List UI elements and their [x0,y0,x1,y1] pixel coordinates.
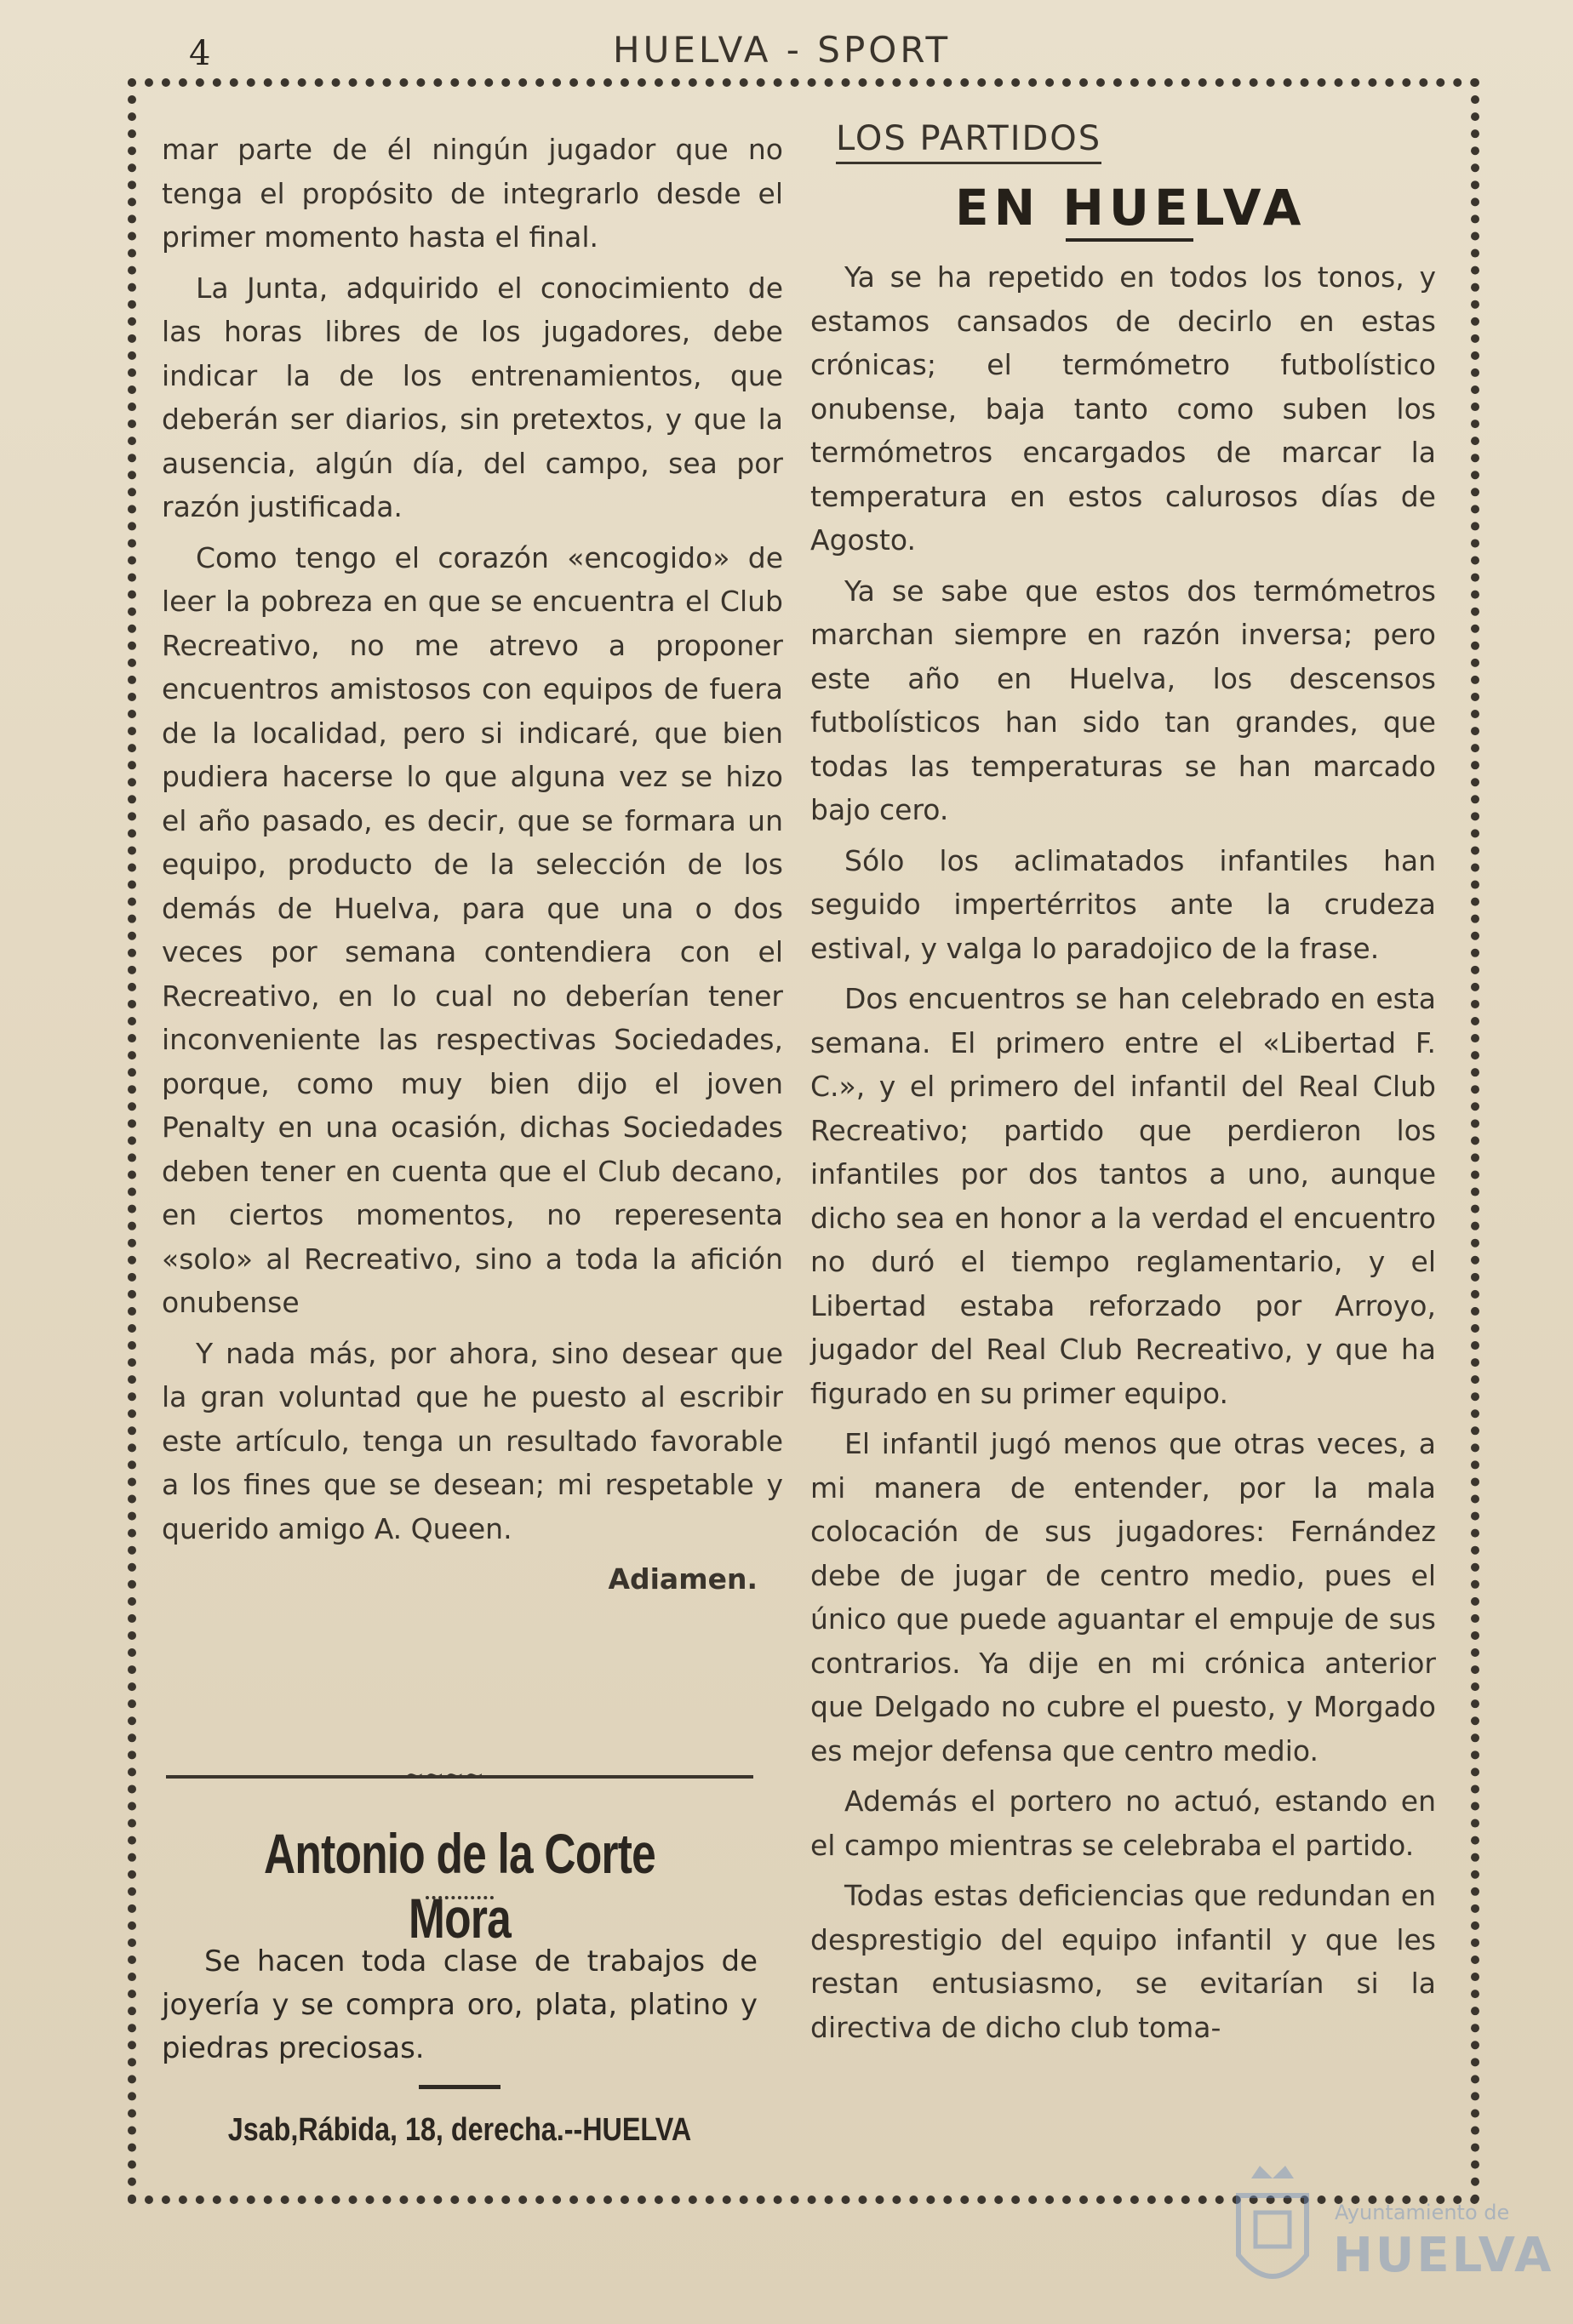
right-paragraph-5: El infantil jugó menos que otras veces, a mi manera de entender, por la mala colocación de sus jugadores: Fernández debe de jugar de centro medio, pues el único que puede aguantar el empuje de sus contrarios. Ya dije en mi crónica anterior que Delgado no cubre el puesto, y Morgado es mejor defensa que centro medio. [810,1427,1436,1767]
advertisement-description: Se hacen toda clase de trabajos de joyería y se compra oro, plata, platino y piedras preciosas. [162,1944,758,2065]
ayuntamiento-watermark [1226,2161,1554,2306]
watermark-big-text: HUELVA [1333,2228,1554,2283]
right-paragraph-2: Ya se sabe que estos dos termómetros marchan siempre en razón inversa; pero este año en Huelva, los descensos futbolísticos han sido tan grandes, que todas las temperaturas se han marcado bajo cero. [810,574,1436,826]
right-paragraph-4: Dos encuentros se han celebrado en esta semana. El primero entre el «Libertad F. C.», y el primero del infantil del Real Club Recreativo; partido que perdieron los infantiles por dos tantos a uno, aunque dicho sea en honor a la verdad el encuentro no duró el tiempo reglamentario, y el Libertad estaba reforzado por Arroyo, jugador del Real Club Recreativo, y que ha figurado en su primer equipo. [810,982,1436,1410]
coat-of-arms-icon [1226,2161,1319,2298]
page-number: 4 [189,34,211,73]
advertisement-divider-rule [419,2085,500,2089]
watermark-small-text: Ayuntamiento de [1335,2201,1510,2224]
left-paragraph-4: Y nada más, por ahora, sino desear que la gran voluntad que he puesto al escribir este artículo, tenga un resultado favorable a los fines que se desean; mi respetable y querido amigo A. Queen. [162,1336,783,1545]
right-column-article [810,255,1436,2056]
advertisement-name: Antonio de la Corte Mora [264,1822,655,1950]
ornament-wave-icon: ~~~~ [404,1761,484,1789]
advertisement-divider-dots [426,1896,494,1903]
title-underline [1066,238,1193,242]
right-paragraph-1: Ya se ha repetido en todos los tonos, y estamos cansados de decirlo en estas crónicas; el termómetro futbolístico onubense, baja tanto como suben los termómetros encargados de marcar la temperatura en estos calurosos días de Agosto. [810,260,1436,557]
right-paragraph-7: Todas estas deficiencias que redundan en desprestigio del equipo infantil y que les restan entusiasmo, se evitarían si la directiva de dicho club toma- [810,1879,1436,2044]
left-column-article [162,128,783,1602]
section-title: EN HUELVA [955,179,1307,237]
advertisement-text [162,1940,758,2070]
article-signature: Adiamen. [608,1562,758,1596]
left-paragraph-1: mar parte de él ningún jugador que no tenga el propósito de integrarlo desde el primer momento hasta el final. [162,133,783,254]
left-paragraph-2: La Junta, adquirido el conocimiento de las horas libres de los jugadores, debe indicar la de los entrenamientos, que deberán ser diarios, sin pretextos, y que la ausencia, algún día, del campo, sea por razón justificada. [162,271,783,523]
right-paragraph-6: Además el portero no actuó, estando en el campo mientras se celebraba el partido. [810,1784,1436,1862]
advertisement-address: Jsab,Rábida, 18, derecha.--HUELVA [227,2112,692,2148]
section-kicker: LOS PARTIDOS [836,119,1101,164]
publication-title: HUELVA - SPORT [613,29,952,71]
right-paragraph-3: Sólo los aclimatados infantiles han seguido impertérritos ante la crudeza estival, y valga lo paradojico de la frase. [810,843,1436,965]
advertisement-top-rule [166,1761,753,1789]
left-paragraph-3: Como tengo el corazón «encogido» de leer la pobreza en que se encuentra el Club Recreativo, no me atrevo a proponer encuentros amistosos con equipos de fuera de la localidad, pero si indicaré, que bien pudiera hacerse lo que alguna vez se hizo el año pasado, es decir, que se formara un equipo, producto de la selección de los demás de Huelva, para que una o dos veces por semana contendiera con el Recreativo, en lo cual no deberían tener inconveniente las respectivas Sociedades, porque, como muy bien dijo el joven Penalty en una ocasión, dichas Sociedades deben tener en cuenta que el Club decano, en ciertos momentos, no reperesenta «solo» al Recreativo, sino a toda la afición onubense [162,540,783,1319]
